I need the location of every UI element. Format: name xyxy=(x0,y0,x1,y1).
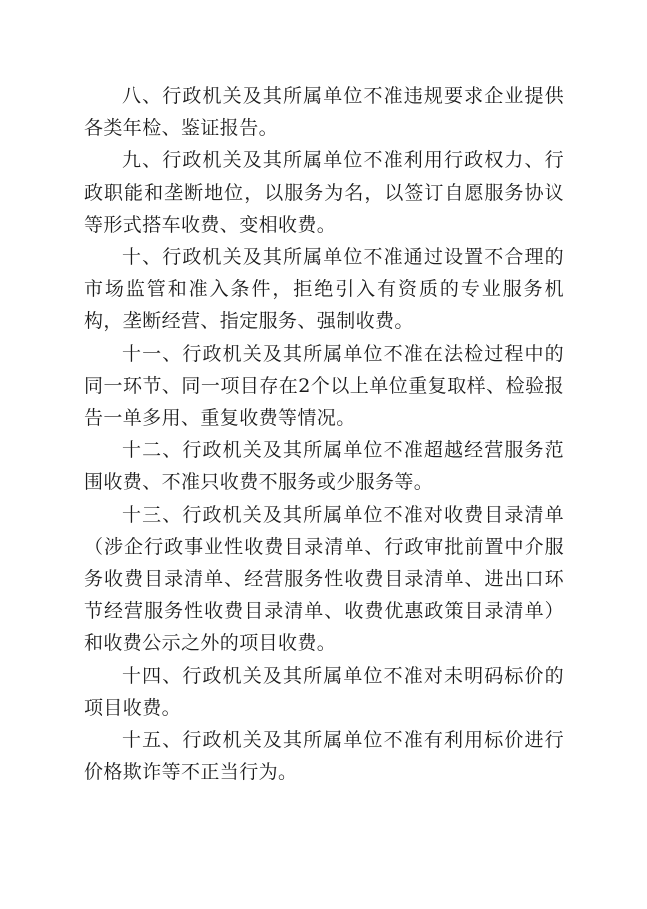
paragraph-item-10: 十、行政机关及其所属单位不准通过设置不合理的市场监管和准入条件，拒绝引入有资质的专业服务机构，垄断经营、指定服务、强制收费。 xyxy=(84,246,564,333)
paragraph-item-12: 十二、行政机关及其所属单位不准超越经营服务范围收费、不准只收费不服务或少服务等。 xyxy=(84,439,564,494)
document-body xyxy=(84,80,564,788)
paragraph-item-11: 十一、行政机关及其所属单位不准在法检过程中的同一环节、同一项目存在2个以上单位重复取样、检验报告一单多用、重复收费等情况。 xyxy=(84,342,564,430)
paragraph-item-13: 十三、行政机关及其所属单位不准对收费目录清单（涉企行政事业性收费目录清单、行政审批前置中介服务收费目录清单、经营服务性收费目录清单、进出口环节经营服务性收费目录清单、收费优惠政策目录清单）和收费公示之外的项目收费。 xyxy=(84,503,564,655)
paragraph-item-9: 九、行政机关及其所属单位不准利用行政权力、行政职能和垄断地位，以服务为名，以签订自愿服务协议等形式搭车收费、变相收费。 xyxy=(84,149,564,236)
paragraph-item-14: 十四、行政机关及其所属单位不准对未明码标价的项目收费。 xyxy=(84,664,564,719)
paragraph-item-15: 十五、行政机关及其所属单位不准有利用标价进行价格欺诈等不正当行为。 xyxy=(84,729,564,784)
paragraph-item-8: 八、行政机关及其所属单位不准违规要求企业提供各类年检、鉴证报告。 xyxy=(84,85,564,140)
